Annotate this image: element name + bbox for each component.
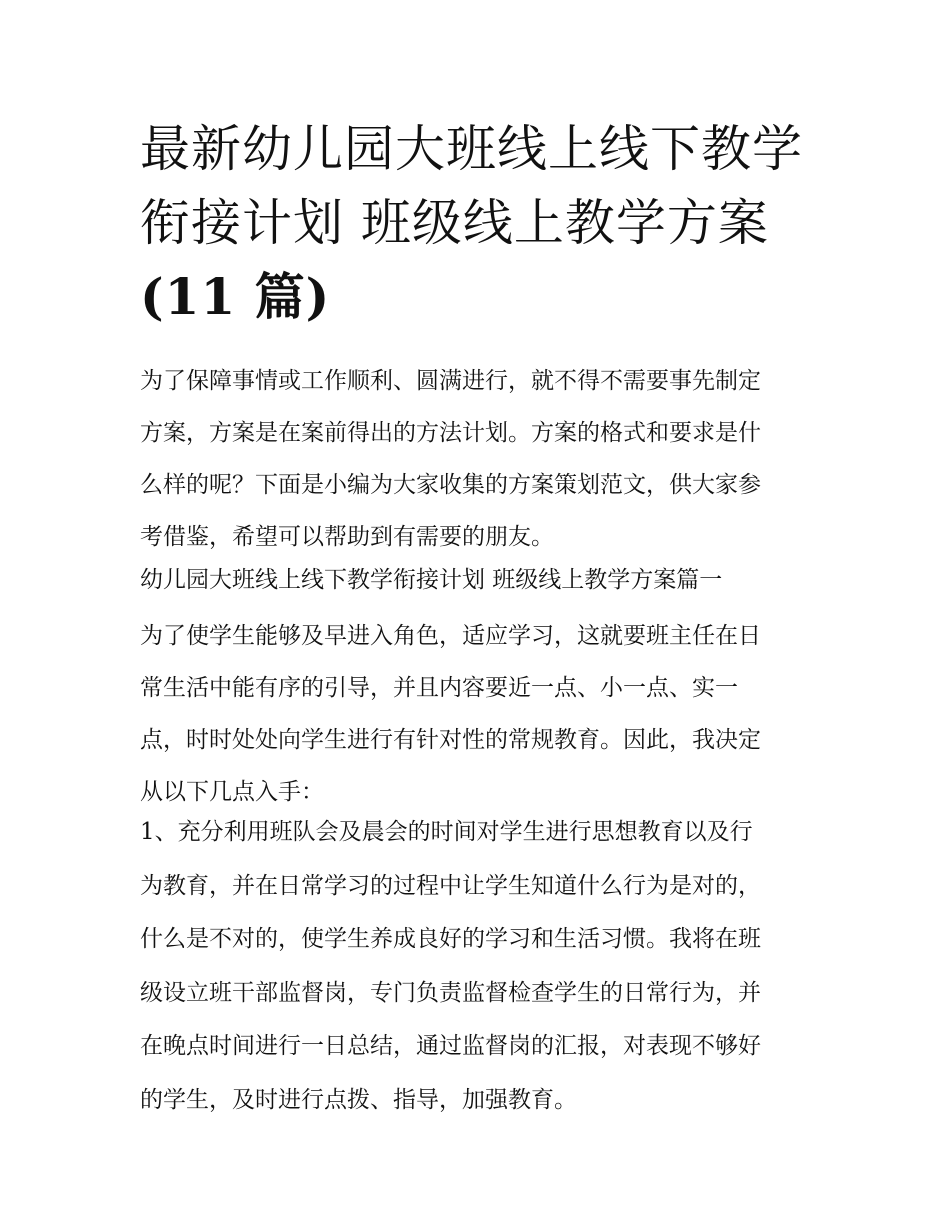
title-line-2: 衔接计划 班级线上教学方案 xyxy=(140,194,769,252)
intro-line: 方案，方案是在案前得出的方法计划。方案的格式和要求是什 xyxy=(140,420,761,446)
intro-line: 么样的呢？下面是小编为大家收集的方案策划范文，供大家参 xyxy=(140,472,761,498)
paragraph-2 xyxy=(140,806,820,1127)
paragraph-line: 为教育，并在日常学习的过程中让学生知道什么行为是对的， xyxy=(140,872,761,899)
intro-paragraph xyxy=(140,355,820,563)
paragraph-1 xyxy=(140,610,820,818)
paragraph-line: 点，时时处处向学生进行有针对性的常规教育。因此，我决定 xyxy=(140,727,761,753)
paragraph-line: 什么是不对的，使学生养成良好的学习和生活习惯。我将在班 xyxy=(140,926,761,952)
title-line-3: (11 篇) xyxy=(140,267,331,326)
paragraph-line: 的学生，及时进行点拨、指导，加强教育。 xyxy=(140,1086,577,1113)
title-line-1: 最新幼儿园大班线上线下教学 xyxy=(140,120,803,178)
intro-line: 考借鉴，希望可以帮助到有需要的朋友。 xyxy=(140,524,554,550)
paragraph-line: 为了使学生能够及早进入角色，适应学习，这就要班主任在日 xyxy=(140,623,761,649)
section-heading xyxy=(140,558,820,602)
paragraph-line: 级设立班干部监督岗，专门负责监督检查学生的日常行为，并 xyxy=(140,979,761,1006)
paragraph-line: 常生活中能有序的引导，并且内容要近一点、小一点、实一 xyxy=(140,675,738,701)
document-title xyxy=(140,112,820,334)
paragraph-line: 1、充分利用班队会及晨会的时间对学生进行思想教育以及行 xyxy=(140,819,753,845)
intro-line: 为了保障事情或工作顺利、圆满进行，就不得不需要事先制定 xyxy=(140,368,761,394)
paragraph-line: 在晚点时间进行一日总结，通过监督岗的汇报，对表现不够好 xyxy=(140,1033,761,1059)
paragraph-line: 从以下几点入手： xyxy=(140,779,324,805)
section-heading-text: 幼儿园大班线上线下教学衔接计划 班级线上教学方案篇一 xyxy=(140,567,723,593)
